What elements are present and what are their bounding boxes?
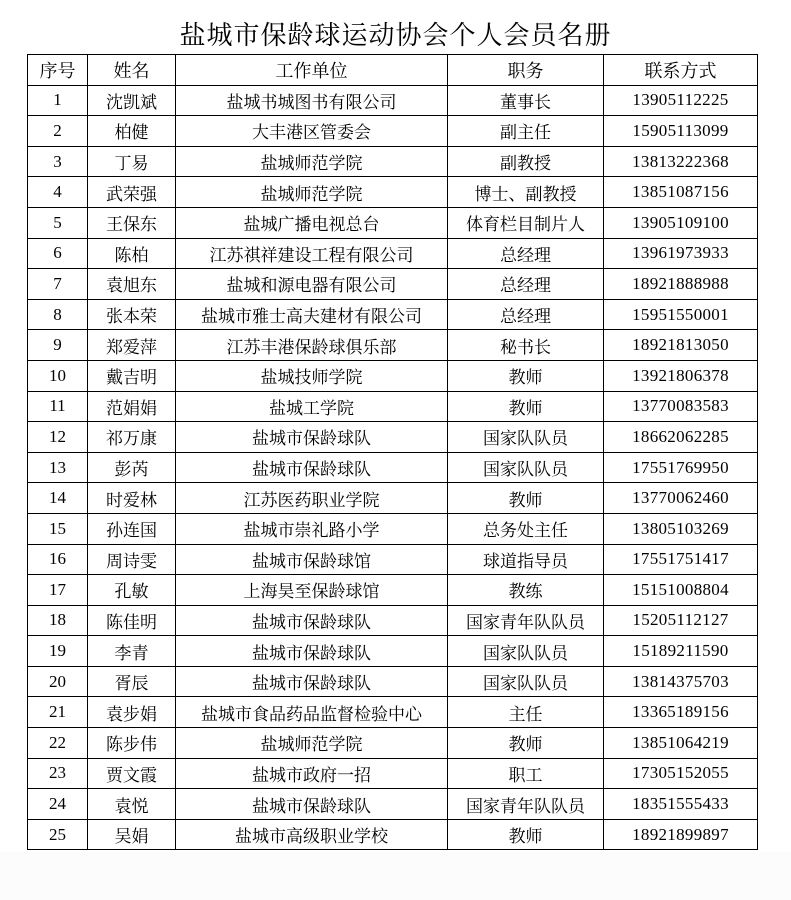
cell-org: 盐城市保龄球队 bbox=[176, 452, 448, 483]
cell-name: 陈佳明 bbox=[88, 605, 176, 636]
table-row bbox=[28, 269, 758, 300]
cell-phone: 13905112225 bbox=[604, 85, 758, 116]
cell-no: 18 bbox=[28, 605, 88, 636]
cell-phone: 13961973933 bbox=[604, 238, 758, 269]
cell-name: 袁旭东 bbox=[88, 269, 176, 300]
cell-no: 15 bbox=[28, 513, 88, 544]
cell-phone: 13813222368 bbox=[604, 146, 758, 177]
cell-org: 盐城和源电器有限公司 bbox=[176, 269, 448, 300]
header-name: 姓名 bbox=[88, 55, 176, 86]
cell-no: 9 bbox=[28, 330, 88, 361]
table-row bbox=[28, 636, 758, 667]
cell-phone: 15205112127 bbox=[604, 605, 758, 636]
cell-no: 8 bbox=[28, 299, 88, 330]
cell-org: 盐城市雅士高夫建材有限公司 bbox=[176, 299, 448, 330]
cell-no: 16 bbox=[28, 544, 88, 575]
cell-name: 祁万康 bbox=[88, 422, 176, 453]
table-row bbox=[28, 666, 758, 697]
cell-phone: 13770062460 bbox=[604, 483, 758, 514]
cell-role: 教师 bbox=[448, 391, 604, 422]
cell-phone: 13770083583 bbox=[604, 391, 758, 422]
cell-no: 24 bbox=[28, 789, 88, 820]
cell-no: 25 bbox=[28, 819, 88, 850]
header-no: 序号 bbox=[28, 55, 88, 86]
cell-role: 教师 bbox=[448, 819, 604, 850]
cell-name: 张本荣 bbox=[88, 299, 176, 330]
cell-org: 盐城师范学院 bbox=[176, 146, 448, 177]
cell-role: 教师 bbox=[448, 483, 604, 514]
cell-role: 职工 bbox=[448, 758, 604, 789]
cell-no: 3 bbox=[28, 146, 88, 177]
cell-no: 14 bbox=[28, 483, 88, 514]
cell-org: 盐城市保龄球队 bbox=[176, 422, 448, 453]
cell-phone: 15951550001 bbox=[604, 299, 758, 330]
cell-role: 教师 bbox=[448, 360, 604, 391]
cell-name: 武荣强 bbox=[88, 177, 176, 208]
cell-role: 国家青年队队员 bbox=[448, 789, 604, 820]
cell-name: 陈柏 bbox=[88, 238, 176, 269]
cell-role: 球道指导员 bbox=[448, 544, 604, 575]
table-row bbox=[28, 697, 758, 728]
cell-phone: 13905109100 bbox=[604, 207, 758, 238]
cell-role: 总经理 bbox=[448, 299, 604, 330]
cell-phone: 18921899897 bbox=[604, 819, 758, 850]
cell-no: 12 bbox=[28, 422, 88, 453]
cell-role: 教练 bbox=[448, 575, 604, 606]
cell-org: 江苏祺祥建设工程有限公司 bbox=[176, 238, 448, 269]
cell-role: 博士、副教授 bbox=[448, 177, 604, 208]
cell-no: 1 bbox=[28, 85, 88, 116]
document-title: 盐城市保龄球运动协会个人会员名册 bbox=[179, 21, 612, 51]
cell-org: 大丰港区管委会 bbox=[176, 116, 448, 147]
cell-name: 李青 bbox=[88, 636, 176, 667]
cell-no: 10 bbox=[28, 360, 88, 391]
cell-role: 主任 bbox=[448, 697, 604, 728]
cell-no: 2 bbox=[28, 116, 88, 147]
cell-no: 17 bbox=[28, 575, 88, 606]
table-row bbox=[28, 116, 758, 147]
cell-phone: 18921813050 bbox=[604, 330, 758, 361]
cell-phone: 17551769950 bbox=[604, 452, 758, 483]
cell-org: 盐城市保龄球队 bbox=[176, 789, 448, 820]
cell-role: 总经理 bbox=[448, 269, 604, 300]
table-row bbox=[28, 422, 758, 453]
cell-org: 盐城市政府一招 bbox=[176, 758, 448, 789]
cell-phone: 13365189156 bbox=[604, 697, 758, 728]
table-row bbox=[28, 207, 758, 238]
cell-no: 20 bbox=[28, 666, 88, 697]
cell-role: 体育栏目制片人 bbox=[448, 207, 604, 238]
header-role: 职务 bbox=[448, 55, 604, 86]
cell-name: 周诗雯 bbox=[88, 544, 176, 575]
table-row bbox=[28, 483, 758, 514]
page-footer-strip bbox=[0, 852, 791, 900]
cell-no: 4 bbox=[28, 177, 88, 208]
header-phone: 联系方式 bbox=[604, 55, 758, 86]
cell-org: 江苏医药职业学院 bbox=[176, 483, 448, 514]
cell-name: 柏健 bbox=[88, 116, 176, 147]
table-row bbox=[28, 85, 758, 116]
cell-role: 总务处主任 bbox=[448, 513, 604, 544]
table-row bbox=[28, 758, 758, 789]
cell-org: 盐城广播电视总台 bbox=[176, 207, 448, 238]
cell-org: 盐城市保龄球队 bbox=[176, 605, 448, 636]
cell-name: 贾文霞 bbox=[88, 758, 176, 789]
cell-phone: 15905113099 bbox=[604, 116, 758, 147]
cell-org: 盐城市食品药品监督检验中心 bbox=[176, 697, 448, 728]
table-row bbox=[28, 544, 758, 575]
cell-org: 盐城市保龄球馆 bbox=[176, 544, 448, 575]
cell-phone: 13921806378 bbox=[604, 360, 758, 391]
cell-name: 彭芮 bbox=[88, 452, 176, 483]
table-row bbox=[28, 452, 758, 483]
cell-org: 江苏丰港保龄球俱乐部 bbox=[176, 330, 448, 361]
table-row bbox=[28, 391, 758, 422]
cell-role: 董事长 bbox=[448, 85, 604, 116]
table-row bbox=[28, 360, 758, 391]
cell-org: 上海昊至保龄球馆 bbox=[176, 575, 448, 606]
cell-name: 陈步伟 bbox=[88, 728, 176, 759]
header-org: 工作单位 bbox=[176, 55, 448, 86]
cell-name: 孙连国 bbox=[88, 513, 176, 544]
cell-phone: 17305152055 bbox=[604, 758, 758, 789]
cell-phone: 13814375703 bbox=[604, 666, 758, 697]
cell-name: 袁步娟 bbox=[88, 697, 176, 728]
cell-no: 6 bbox=[28, 238, 88, 269]
cell-phone: 15151008804 bbox=[604, 575, 758, 606]
cell-phone: 13805103269 bbox=[604, 513, 758, 544]
cell-no: 23 bbox=[28, 758, 88, 789]
cell-org: 盐城市崇礼路小学 bbox=[176, 513, 448, 544]
cell-role: 国家队队员 bbox=[448, 422, 604, 453]
cell-role: 国家队队员 bbox=[448, 666, 604, 697]
member-roster-table bbox=[27, 54, 758, 850]
cell-org: 盐城市保龄球队 bbox=[176, 636, 448, 667]
cell-no: 21 bbox=[28, 697, 88, 728]
cell-name: 孔敏 bbox=[88, 575, 176, 606]
cell-org: 盐城市高级职业学校 bbox=[176, 819, 448, 850]
cell-no: 22 bbox=[28, 728, 88, 759]
table-row bbox=[28, 789, 758, 820]
cell-name: 胥辰 bbox=[88, 666, 176, 697]
cell-org: 盐城师范学院 bbox=[176, 728, 448, 759]
cell-phone: 18351555433 bbox=[604, 789, 758, 820]
cell-name: 丁易 bbox=[88, 146, 176, 177]
cell-role: 国家青年队队员 bbox=[448, 605, 604, 636]
cell-name: 袁悦 bbox=[88, 789, 176, 820]
cell-no: 11 bbox=[28, 391, 88, 422]
cell-phone: 17551751417 bbox=[604, 544, 758, 575]
cell-role: 国家队队员 bbox=[448, 636, 604, 667]
cell-no: 19 bbox=[28, 636, 88, 667]
cell-role: 副教授 bbox=[448, 146, 604, 177]
table-row bbox=[28, 513, 758, 544]
cell-role: 副主任 bbox=[448, 116, 604, 147]
cell-phone: 15189211590 bbox=[604, 636, 758, 667]
cell-phone: 18662062285 bbox=[604, 422, 758, 453]
table-row bbox=[28, 728, 758, 759]
cell-phone: 13851064219 bbox=[604, 728, 758, 759]
table-row bbox=[28, 819, 758, 850]
cell-name: 沈凯斌 bbox=[88, 85, 176, 116]
cell-name: 王保东 bbox=[88, 207, 176, 238]
cell-role: 国家队队员 bbox=[448, 452, 604, 483]
cell-role: 教师 bbox=[448, 728, 604, 759]
cell-org: 盐城技师学院 bbox=[176, 360, 448, 391]
cell-name: 郑爱萍 bbox=[88, 330, 176, 361]
cell-org: 盐城市保龄球队 bbox=[176, 666, 448, 697]
table-row bbox=[28, 605, 758, 636]
cell-no: 13 bbox=[28, 452, 88, 483]
cell-role: 秘书长 bbox=[448, 330, 604, 361]
table-row bbox=[28, 238, 758, 269]
cell-no: 5 bbox=[28, 207, 88, 238]
table-row bbox=[28, 330, 758, 361]
cell-org: 盐城师范学院 bbox=[176, 177, 448, 208]
roster-body bbox=[28, 85, 758, 850]
table-header-row bbox=[28, 55, 758, 86]
cell-name: 戴吉明 bbox=[88, 360, 176, 391]
cell-org: 盐城书城图书有限公司 bbox=[176, 85, 448, 116]
cell-phone: 18921888988 bbox=[604, 269, 758, 300]
cell-phone: 13851087156 bbox=[604, 177, 758, 208]
cell-org: 盐城工学院 bbox=[176, 391, 448, 422]
table-row bbox=[28, 177, 758, 208]
cell-role: 总经理 bbox=[448, 238, 604, 269]
table-row bbox=[28, 146, 758, 177]
cell-no: 7 bbox=[28, 269, 88, 300]
cell-name: 范娟娟 bbox=[88, 391, 176, 422]
cell-name: 时爱林 bbox=[88, 483, 176, 514]
cell-name: 吴娟 bbox=[88, 819, 176, 850]
table-row bbox=[28, 299, 758, 330]
table-row bbox=[28, 575, 758, 606]
